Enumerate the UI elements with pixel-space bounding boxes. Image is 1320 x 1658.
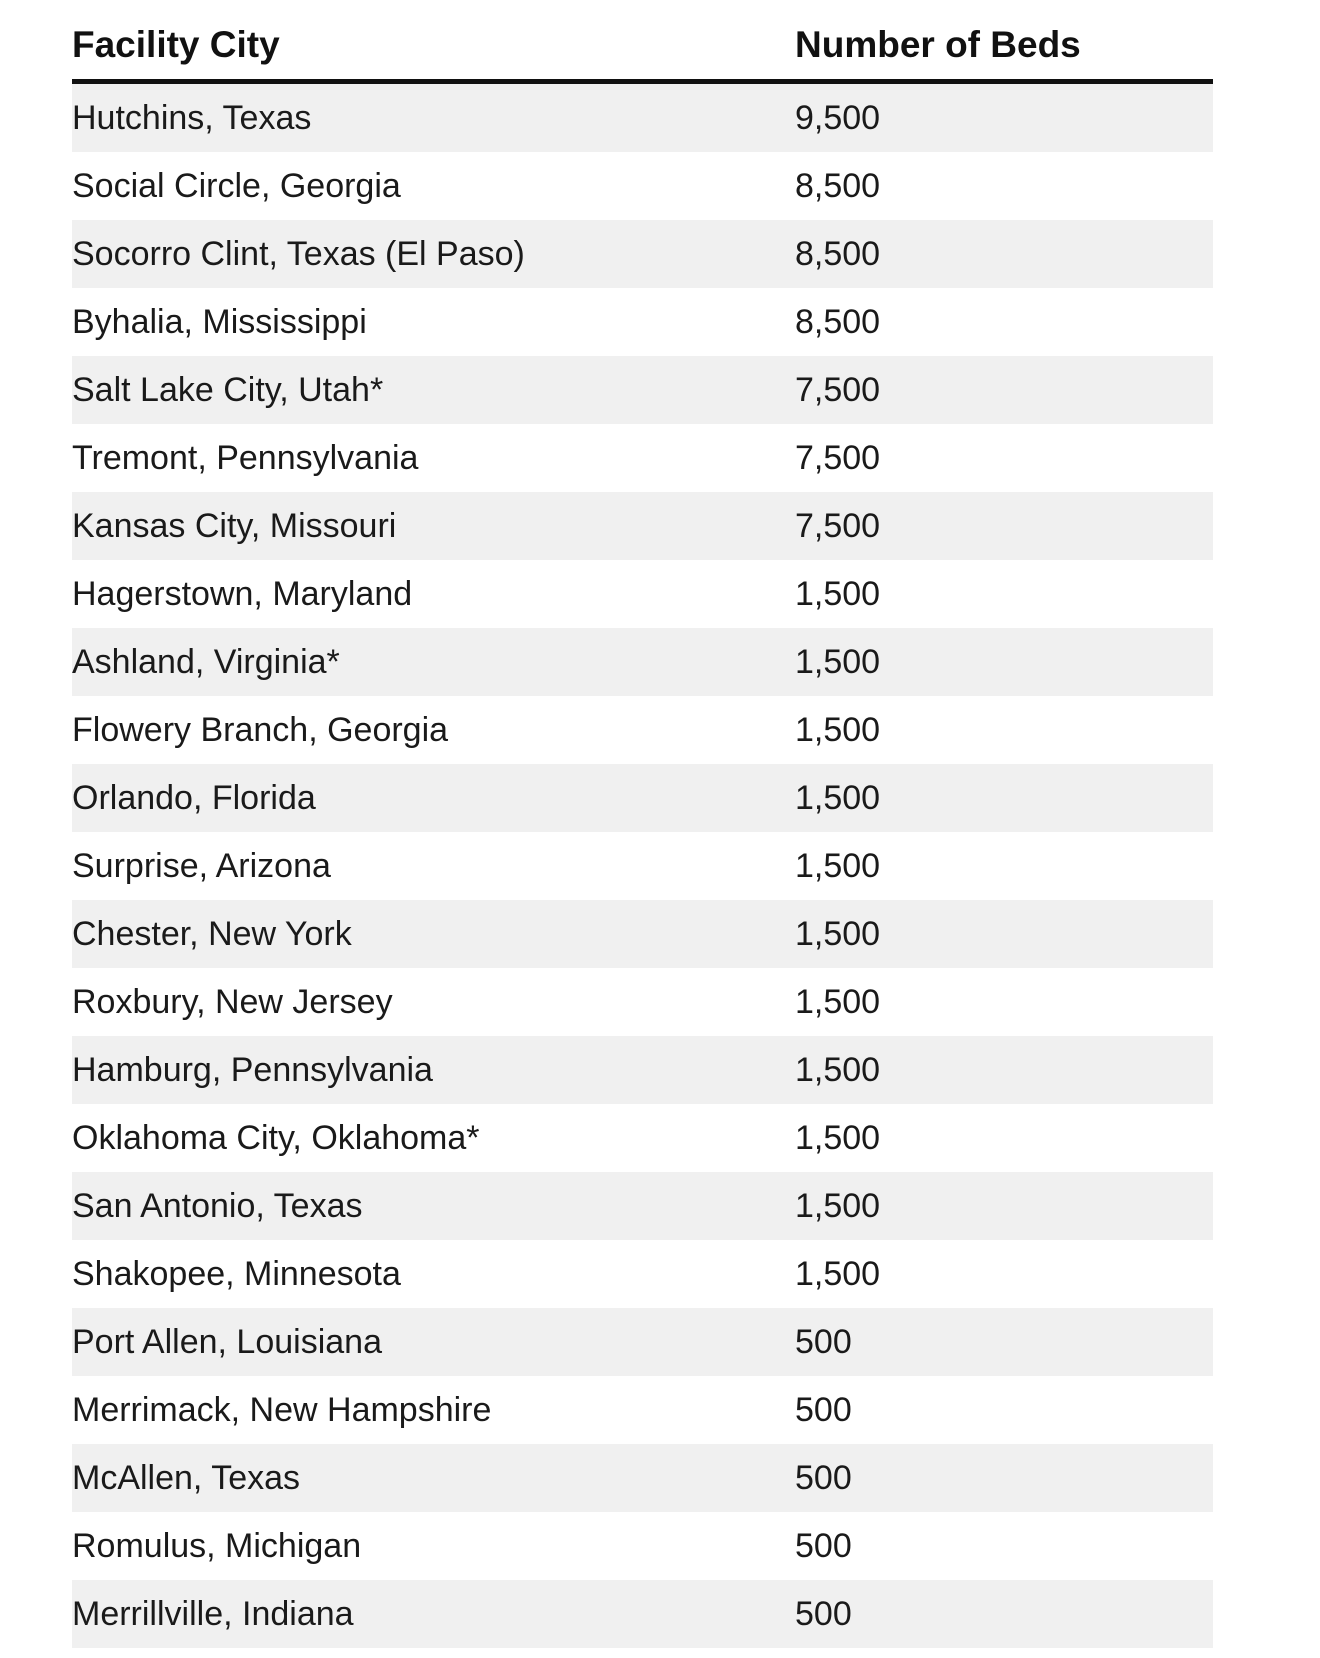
number-of-beds-cell: 500 [795,1390,852,1429]
facility-city-cell: Hutchins, Texas [72,98,312,137]
facility-city-cell: Salt Lake City, Utah* [72,370,384,409]
table-row [72,1580,1213,1648]
table-row [72,1376,1213,1444]
table-row [72,1036,1213,1104]
number-of-beds-cell: 1,500 [795,846,881,885]
facility-city-cell: Flowery Branch, Georgia [72,710,449,749]
facility-city-cell: Surprise, Arizona [72,846,331,885]
number-of-beds-cell: 1,500 [795,982,881,1021]
number-of-beds-cell: 1,500 [795,778,881,817]
table-row [72,900,1213,968]
table-row [72,1104,1213,1172]
number-of-beds-cell: 1,500 [795,710,881,749]
facility-city-cell: Merrillville, Indiana [72,1594,354,1633]
number-of-beds-cell: 8,500 [795,166,881,205]
facility-city-cell: Shakopee, Minnesota [72,1254,401,1293]
table-row [72,560,1213,628]
number-of-beds-cell: 500 [795,1322,852,1361]
table-body [72,84,1213,1648]
header-facility-city: Facility City [72,24,280,65]
number-of-beds-cell: 7,500 [795,438,881,477]
table-row [72,1512,1213,1580]
facility-city-cell: Merrimack, New Hampshire [72,1390,492,1429]
facility-city-cell: Roxbury, New Jersey [72,982,393,1021]
table-row [72,1240,1213,1308]
header-number-of-beds: Number of Beds [795,24,1081,65]
facility-city-cell: Kansas City, Missouri [72,506,397,545]
facility-city-cell: McAllen, Texas [72,1458,301,1497]
table-row [72,832,1213,900]
table-row [72,424,1213,492]
number-of-beds-cell: 1,500 [795,1186,881,1225]
facility-beds-table [72,0,1213,1648]
facility-city-cell: Oklahoma City, Oklahoma* [72,1118,480,1157]
facility-city-cell: Chester, New York [72,914,352,953]
number-of-beds-cell: 500 [795,1594,852,1633]
number-of-beds-cell: 1,500 [795,1254,881,1293]
table-header [72,0,1213,84]
table-row [72,1172,1213,1240]
table-row [72,968,1213,1036]
facility-city-cell: Hagerstown, Maryland [72,574,413,613]
facility-city-cell: Socorro Clint, Texas (El Paso) [72,234,525,273]
number-of-beds-cell: 7,500 [795,370,881,409]
number-of-beds-cell: 8,500 [795,302,881,341]
facility-city-cell: San Antonio, Texas [72,1186,363,1225]
number-of-beds-cell: 1,500 [795,1118,881,1157]
facility-city-cell: Hamburg, Pennsylvania [72,1050,433,1089]
number-of-beds-cell: 1,500 [795,914,881,953]
facility-city-cell: Ashland, Virginia* [72,642,340,681]
table-row [72,628,1213,696]
facility-city-cell: Orlando, Florida [72,778,316,817]
number-of-beds-cell: 500 [795,1526,852,1565]
number-of-beds-cell: 500 [795,1458,852,1497]
table-row [72,764,1213,832]
facility-city-cell: Port Allen, Louisiana [72,1322,382,1361]
table-row [72,696,1213,764]
table-row [72,1308,1213,1376]
table-row [72,1444,1213,1512]
table-row [72,84,1213,152]
number-of-beds-cell: 1,500 [795,1050,881,1089]
number-of-beds-cell: 8,500 [795,234,881,273]
facility-city-cell: Tremont, Pennsylvania [72,438,419,477]
number-of-beds-cell: 1,500 [795,642,881,681]
table-row [72,288,1213,356]
number-of-beds-cell: 9,500 [795,98,881,137]
facility-city-cell: Byhalia, Mississippi [72,302,367,341]
number-of-beds-cell: 1,500 [795,574,881,613]
table-row [72,152,1213,220]
table-row [72,220,1213,288]
table-row [72,356,1213,424]
table-row [72,492,1213,560]
facility-city-cell: Romulus, Michigan [72,1526,362,1565]
facility-city-cell: Social Circle, Georgia [72,166,401,205]
number-of-beds-cell: 7,500 [795,506,881,545]
